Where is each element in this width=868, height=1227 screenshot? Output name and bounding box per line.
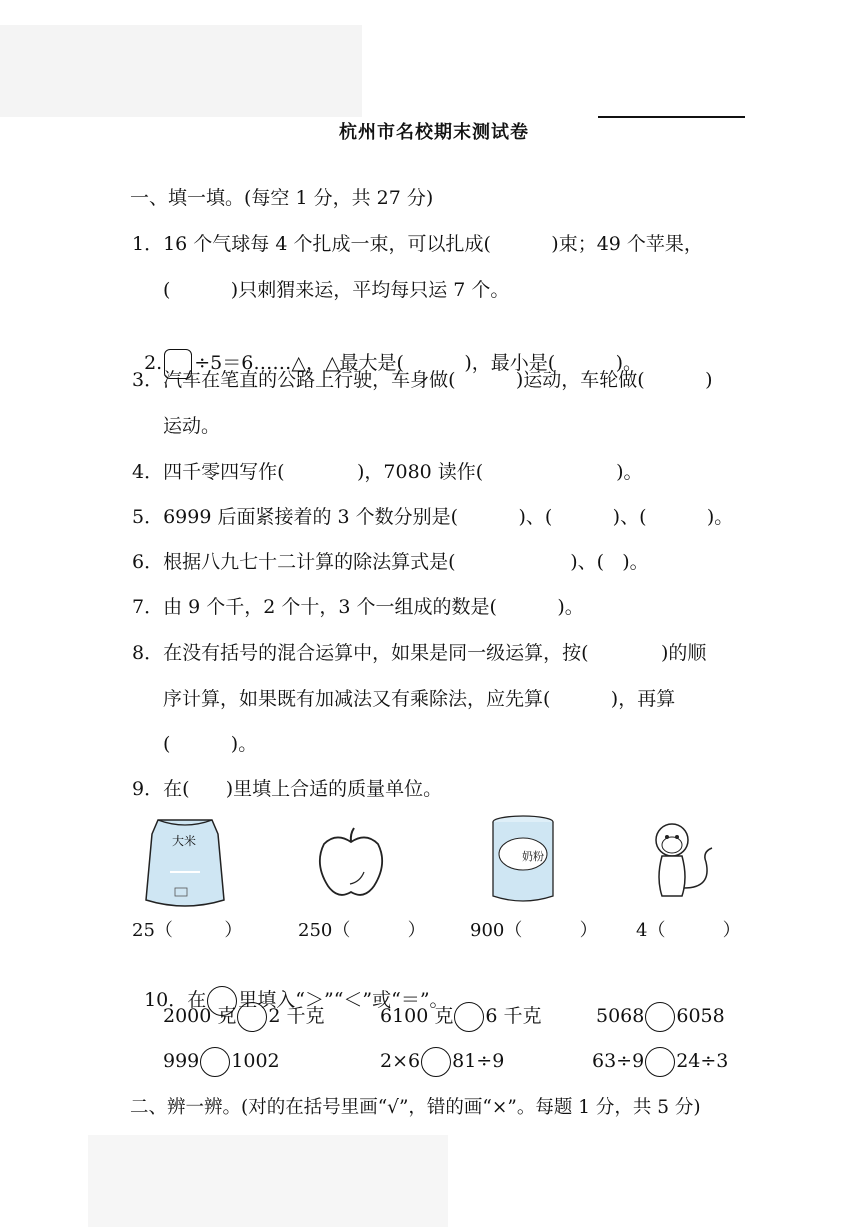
question-10-suffix: 里填入“＞”“＜”或“＝”。 xyxy=(238,989,449,1011)
q10-row2-item1 xyxy=(163,1045,280,1077)
q9-caption-milk: 900（ ） xyxy=(470,920,598,941)
rice-bag-icon xyxy=(140,812,230,912)
q10-right: 6058 xyxy=(676,1005,725,1027)
question-3-line-1: 3．汽车在笔直的公路上行驶，车身做( )运动，车轮做( ) xyxy=(132,369,713,391)
q10-row1-item1 xyxy=(163,1000,325,1032)
q10-right: 2 千克 xyxy=(268,1005,325,1027)
page-title: 杭州市名校期末测试卷 xyxy=(339,122,529,143)
q10-left: 6100 克 xyxy=(380,1005,454,1027)
apple-icon xyxy=(316,826,386,900)
q10-left: 2000 克 xyxy=(163,1005,237,1027)
compare-circle[interactable] xyxy=(454,1002,484,1032)
compare-circle[interactable] xyxy=(200,1047,230,1077)
milk-powder-label: 奶粉 xyxy=(522,850,544,863)
question-3-line-2: 运动。 xyxy=(163,415,221,437)
question-7: 7．由 9 个千，2 个十，3 个一组成的数是( )。 xyxy=(132,596,584,618)
question-8-line-1: 8．在没有括号的混合运算中，如果是同一级运算，按( )的顺 xyxy=(132,642,707,664)
question-9: 9．在( )里填上合适的质量单位。 xyxy=(132,778,443,800)
q9-caption-apple: 250（ ） xyxy=(298,920,426,941)
rice-bag-label: 大米 xyxy=(172,834,197,848)
scan-smudge-top xyxy=(0,25,362,117)
q10-row2-item3 xyxy=(592,1045,728,1077)
scan-smudge-bottom xyxy=(88,1135,448,1227)
q10-left: 5068 xyxy=(596,1005,645,1027)
q9-caption-monkey: 4（ ） xyxy=(636,920,741,941)
q10-left: 63÷9 xyxy=(592,1050,645,1072)
question-8-line-2: 序计算，如果既有加减法又有乘除法，应先算( )，再算 xyxy=(163,688,676,710)
compare-circle[interactable] xyxy=(645,1002,675,1032)
q9-caption-rice: 25（ ） xyxy=(132,920,243,941)
q10-right: 24÷3 xyxy=(676,1050,729,1072)
q10-left: 2×6 xyxy=(380,1050,421,1072)
compare-circle[interactable] xyxy=(421,1047,451,1077)
compare-circle[interactable] xyxy=(645,1047,675,1077)
q10-row2-item2 xyxy=(380,1045,504,1077)
compare-circle[interactable] xyxy=(237,1002,267,1032)
question-2-number: 2. xyxy=(144,352,163,374)
question-1-line-1: 1．16 个气球每 4 个扎成一束，可以扎成( )束；49 个苹果， xyxy=(132,233,703,255)
question-6: 6．根据八九七十二计算的除法算式是( )、( )。 xyxy=(132,551,649,573)
question-1-line-2: ( )只刺猬来运，平均每只运 7 个。 xyxy=(163,279,510,301)
q10-right: 6 千克 xyxy=(485,1005,542,1027)
q10-left: 999 xyxy=(163,1050,200,1072)
question-8-line-3: ( )。 xyxy=(163,733,258,755)
q10-row1-item3 xyxy=(596,1000,725,1032)
section1-heading: 一、填一填。(每空 1 分，共 27 分) xyxy=(130,187,434,209)
question-4: 4．四千零四写作( )，7080 读作( )。 xyxy=(132,461,643,483)
question-10-prefix: 10．在 xyxy=(144,989,207,1011)
question-2-text: ÷5＝6……△，△最大是( )，最小是( )。 xyxy=(194,352,642,374)
question-5: 5．6999 后面紧接着的 3 个数分别是( )、( )、( )。 xyxy=(132,506,734,528)
q10-row1-item2 xyxy=(380,1000,542,1032)
q10-right: 81÷9 xyxy=(452,1050,505,1072)
q10-right: 1002 xyxy=(231,1050,280,1072)
section2-heading: 二、辨一辨。(对的在括号里画“√”，错的画“×”。每题 1 分，共 5 分) xyxy=(130,1097,701,1118)
monkey-icon xyxy=(642,818,722,900)
